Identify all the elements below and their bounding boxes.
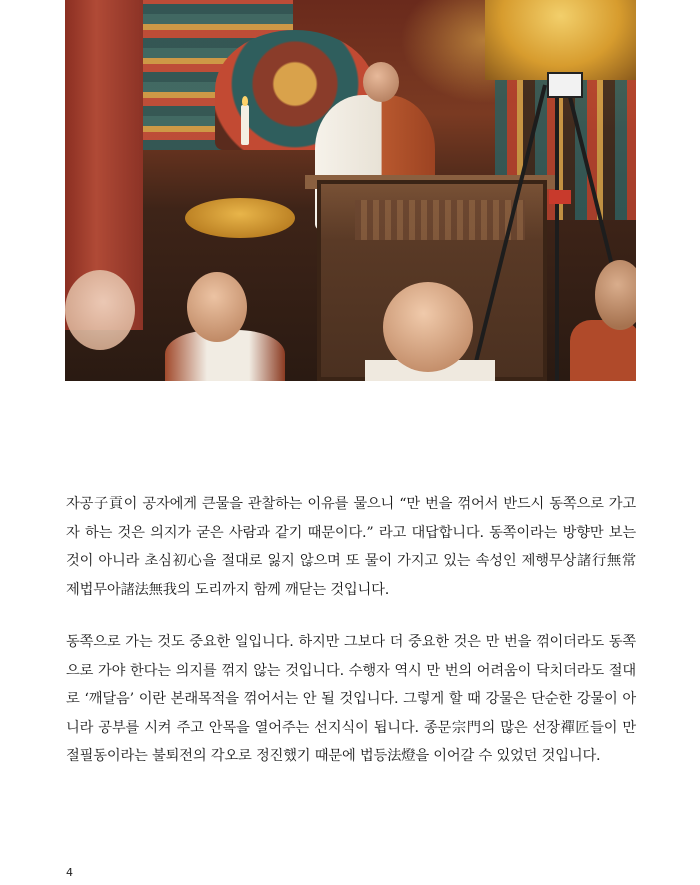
tripod-clamp: [549, 190, 571, 204]
dharma-talk-photo: [65, 0, 636, 381]
candle: [241, 105, 249, 145]
audience-monk-head: [65, 270, 135, 350]
cushion: [185, 198, 295, 238]
audience-monk-head: [383, 282, 473, 372]
speaking-monk-head: [363, 62, 399, 102]
body-paragraph: 동쪽으로 가는 것도 중요한 일입니다. 하지만 그보다 더 중요한 것은 만 번을 꺾이더라도 동쪽으로 가야 한다는 의지를 꺾지 않는 것입니다. 수행자 역시 만 번의 어려움이 닥치더라도 절대로 ‘깨달음’ 이란 본래목적을 꺾어서는 안 될 것입니다. 그렇게 할 때 강물은 단순한 강물이 아니라 공부를 시켜 주고 안목을 열어주는 선지식이 됩니다. 종문宗門의 많은 선장禪匠들이 만절필동이라는 불퇴전의 각오로 정진했기 때문에 법등法燈을 이어갈 수 있었던 것입니다.: [66, 634, 636, 765]
golden-buddha-statue: [485, 0, 636, 80]
audience-monk-robe: [570, 320, 636, 381]
page-number: 4: [66, 866, 73, 879]
tripod-leg: [555, 85, 559, 381]
body-paragraph: 자공子貢이 공자에게 큰물을 관찰하는 이유를 물으니 “만 번을 꺾어서 반드시 동쪽으로 가고자 하는 것은 의지가 굳은 사람과 같기 때문이다.” 라고 대답합니다. 동쪽이라는 방향만 보는 것이 아니라 초심初心을 절대로 잃지 않으며 또 물이 가지고 있는 속성인 제행무상諸行無常 제법무아諸法無我의 도리까지 함께 깨닫는 것입니다.: [66, 496, 636, 598]
audience-monk-head: [187, 272, 247, 342]
candle-flame: [242, 96, 248, 106]
camera-icon: [547, 72, 583, 98]
lectern-carving: [355, 200, 525, 240]
